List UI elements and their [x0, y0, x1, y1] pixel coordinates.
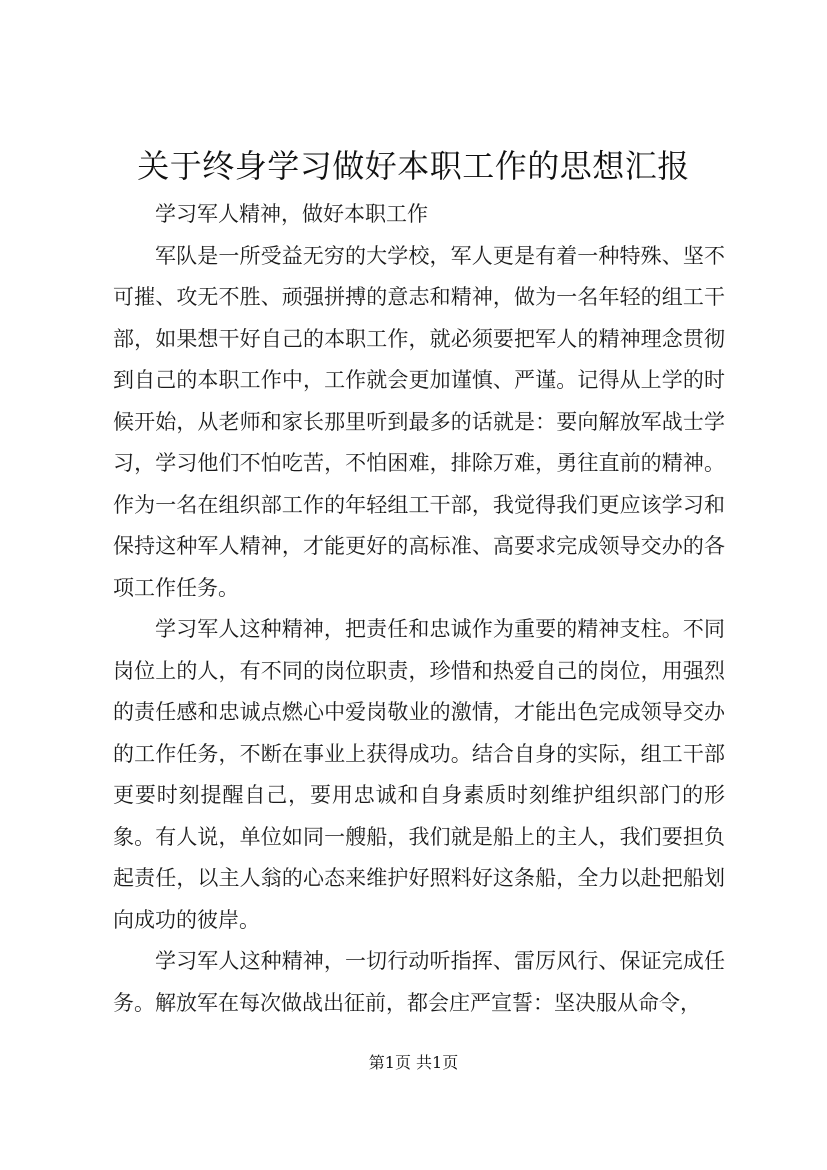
- paragraph-1: 军队是一所受益无穷的大学校，军人更是有着一种特殊、坚不可摧、攻无不胜、顽强拼搏的意志和精神，做为一名年轻的组工干部，如果想干好自己的本职工作，就必须要把军人的精神理念贯彻到自己的本职工作中，工作就会更加谨慎、严谨。记得从上学的时候开始，从老师和家长那里听到最多的话就是：要向解放军战士学习，学习他们不怕吃苦，不怕困难，排除万难，勇往直前的精神。作为一名在组织部工作的年轻组工干部，我觉得我们更应该学习和保持这种军人精神，才能更好的高标准、高要求完成领导交办的各项工作任务。: [113, 243, 725, 600]
- document-subtitle: 学习军人精神，做好本职工作: [155, 202, 428, 226]
- paragraph-2: 学习军人这种精神，把责任和忠诚作为重要的精神支柱。不同岗位上的人，有不同的岗位职责，珍惜和热爱自己的岗位，用强烈的责任感和忠诚点燃心中爱岗敬业的激情，才能出色完成领导交办的工作任务，不断在事业上获得成功。结合自身的实际，组工干部更要时刻提醒自己，要用忠诚和自身素质时刻维护组织部门的形象。有人说，单位如同一艘船，我们就是船上的主人，我们要担负起责任，以主人翁的心态来维护好照料好这条船，全力以赴把船划向成功的彼岸。: [113, 617, 725, 932]
- page-number-footer: 第1页 共1页: [368, 1053, 459, 1072]
- document-title: 关于终身学习做好本职工作的思想汇报: [137, 147, 690, 185]
- document-body: [113, 194, 725, 1024]
- paragraph-3: 学习军人这种精神，一切行动听指挥、雷厉风行、保证完成任务。解放军在每次做战出征前，都会庄严宣誓：坚决服从命令，: [113, 949, 725, 1015]
